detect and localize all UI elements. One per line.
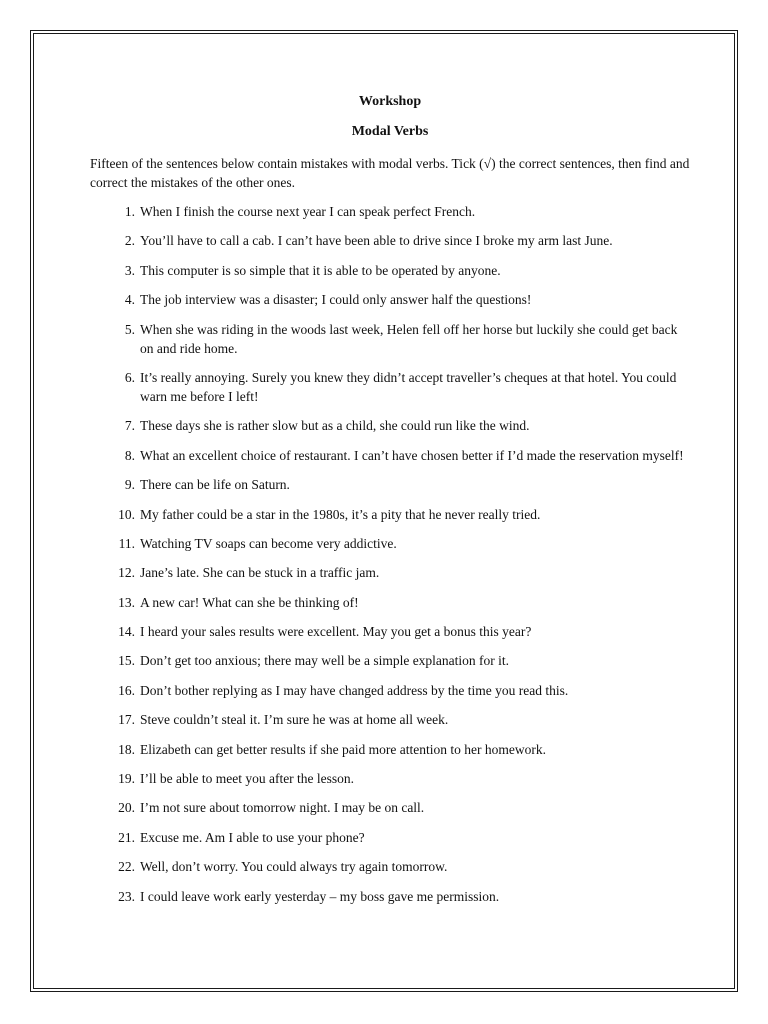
item-number: 2.: [124, 233, 135, 249]
item-sentence: What an excellent choice of restaurant. I can’t have chosen better if I’d made the reservation myself!: [140, 447, 684, 463]
list-item: [90, 416, 690, 435]
item-sentence: A new car! What can she be thinking of!: [140, 594, 359, 610]
item-sentence: It’s really annoying. Surely you knew they didn’t accept traveller’s cheques at that hotel. You could warn me before I left!: [140, 369, 677, 404]
instructions: Fifteen of the sentences below contain mistakes with modal verbs. Tick (√) the correct sentences, then find and correct the mistakes of the other ones.: [90, 156, 690, 190]
list-item: [90, 828, 690, 847]
item-sentence: Don’t bother replying as I may have changed address by the time you read this.: [140, 682, 569, 698]
item-sentence: Watching TV soaps can become very addictive.: [140, 535, 397, 551]
list-item: [90, 593, 690, 612]
list-item: [90, 740, 690, 759]
item-sentence: Well, don’t worry. You could always try again tomorrow.: [140, 859, 448, 875]
list-item: [90, 563, 690, 582]
sentence-list: [90, 202, 690, 906]
item-number: 20.: [118, 800, 135, 816]
item-sentence: My father could be a star in the 1980s, it’s a pity that he never really tried.: [140, 506, 541, 522]
item-number: 13.: [118, 594, 135, 610]
item-sentence: I’m not sure about tomorrow night. I may be on call.: [140, 800, 425, 816]
item-number: 1.: [124, 204, 135, 219]
list-item: [90, 231, 690, 250]
item-sentence: When I finish the course next year I can speak perfect French.: [140, 204, 476, 219]
item-number: 8.: [124, 447, 135, 463]
list-item: [90, 202, 690, 221]
item-sentence: These days she is rather slow but as a child, she could run like the wind.: [140, 418, 530, 434]
item-number: 9.: [124, 477, 135, 493]
item-sentence: This computer is so simple that it is able to be operated by anyone.: [140, 262, 501, 278]
item-number: 16.: [118, 682, 135, 698]
item-sentence: I heard your sales results were excellent. May you get a bonus this year?: [140, 624, 532, 640]
item-number: 3.: [124, 262, 135, 278]
item-number: 4.: [124, 292, 135, 308]
item-sentence: When she was riding in the woods last week, Helen fell off her horse but luckily she could get back on and ride home.: [140, 321, 678, 356]
item-sentence: There can be life on Saturn.: [140, 477, 290, 493]
item-number: 10.: [118, 506, 135, 522]
item-number: 22.: [118, 859, 135, 875]
item-number: 12.: [118, 565, 135, 581]
worksheet: [90, 92, 690, 916]
list-item: [90, 320, 690, 358]
item-number: 6.: [124, 369, 135, 385]
item-sentence: You’ll have to call a cab. I can’t have been able to drive since I broke my arm last June.: [140, 233, 613, 249]
item-number: 23.: [118, 888, 135, 904]
item-sentence: Don’t get too anxious; there may well be a simple explanation for it.: [140, 653, 510, 669]
page-title: Workshop: [358, 94, 422, 109]
item-number: 18.: [118, 741, 135, 757]
item-number: 7.: [124, 418, 135, 434]
item-sentence: I’ll be able to meet you after the lesson.: [140, 771, 355, 787]
item-number: 11.: [118, 535, 135, 551]
list-item: [90, 534, 690, 553]
list-item: [90, 857, 690, 876]
list-item: [90, 290, 690, 309]
item-sentence: The job interview was a disaster; I could only answer half the questions!: [140, 292, 532, 308]
item-sentence: Elizabeth can get better results if she paid more attention to her homework.: [140, 741, 546, 757]
list-item: [90, 622, 690, 641]
list-item: [90, 368, 690, 406]
list-item: [90, 261, 690, 280]
list-item: [90, 710, 690, 729]
list-item: [90, 651, 690, 670]
list-item: [90, 681, 690, 700]
list-item: [90, 769, 690, 788]
item-sentence: Excuse me. Am I able to use your phone?: [140, 829, 365, 845]
item-sentence: Steve couldn’t steal it. I’m sure he was at home all week.: [140, 712, 449, 728]
item-number: 21.: [118, 829, 135, 845]
item-sentence: Jane’s late. She can be stuck in a traffic jam.: [140, 565, 380, 581]
list-item: [90, 887, 690, 906]
list-item: [90, 446, 690, 465]
list-item: [90, 798, 690, 817]
item-number: 14.: [118, 624, 135, 640]
list-item: [90, 505, 690, 524]
page-subtitle: Modal Verbs: [351, 124, 429, 139]
item-number: 17.: [118, 712, 135, 728]
item-number: 5.: [124, 321, 135, 337]
item-number: 15.: [118, 653, 135, 669]
item-number: 19.: [118, 771, 135, 787]
item-sentence: I could leave work early yesterday – my boss gave me permission.: [140, 888, 500, 904]
list-item: [90, 475, 690, 494]
